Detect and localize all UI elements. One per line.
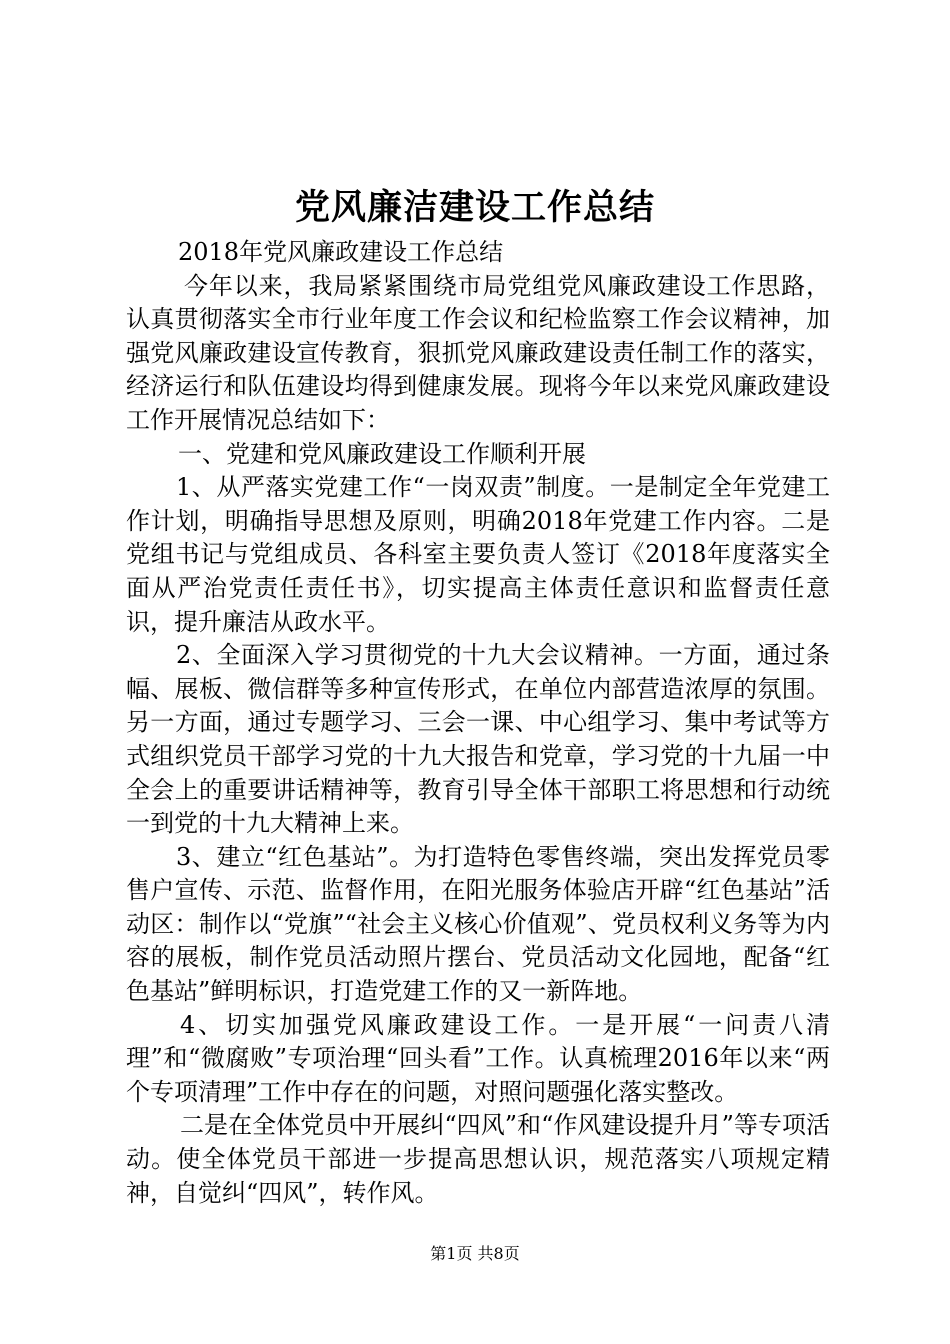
intro-paragraph: 今年以来，我局紧紧围绕市局党组党风廉政建设工作思路，认真贯彻落实全市行业年度工作会议和纪检监察工作会议精神，加强党风廉政建设宣传教育，狠抓党风廉政建设责任制工作的落实，经济运行和队伍建设均得到健康发展。现将今年以来党风廉政建设工作开展情况总结如下： [126,271,830,434]
item-paragraph-1: 1、从严落实党建工作“一岗双责”制度。一是制定全年党建工作计划，明确指导思想及原则，明确2018年党建工作内容。二是党组书记与党组成员、各科室主要负责人签订《2018年度落实全面从严治党责任责任书》，切实提高主体责任意识和监督责任意识，提升廉洁从政水平。 [126,473,830,636]
section-heading: 一、党建和党风廉政建设工作顺利开展 [178,439,586,468]
document-title: 党风廉洁建设工作总结 [294,187,655,228]
page-footer: 第1页 共8页 [430,1244,520,1263]
document-body [126,236,830,1210]
subtitle-paragraph: 2018年党风廉政建设工作总结 [178,238,504,266]
item-paragraph-5: 二是在全体党员中开展纠“四风”和“作风建设提升月”等专项活动。使全体党员干部进一步提高思想认识，规范落实八项规定精神，自觉纠“四风”，转作风。 [126,1111,830,1207]
item-paragraph-4: 4、切实加强党风廉政建设工作。一是开展“一问责八清理”和“微腐败”专项治理“回头看”工作。认真梳理2016年以来“两个专项清理”工作中存在的问题，对照问题强化落实整改。 [126,1010,830,1106]
item-paragraph-3: 3、建立“红色基站”。为打造特色零售终端，突出发挥党员零售户宣传、示范、监督作用，在阳光服务体验店开辟“红色基站”活动区：制作以“党旗”“社会主义核心价值观”、党员权利义务等为内容的展板，制作党员活动照片摆台、党员活动文化园地，配备“红色基站”鲜明标识，打造党建工作的又一新阵地。 [126,842,830,1006]
item-paragraph-2: 2、全面深入学习贯彻党的十九大会议精神。一方面，通过条幅、展板、微信群等多种宣传形式，在单位内部营造浓厚的氛围。另一方面，通过专题学习、三会一课、中心组学习、集中考试等方式组织党员干部学习党的十九大报告和党章，学习党的十九届一中全会上的重要讲话精神等，教育引导全体干部职工将思想和行动统一到党的十九大精神上来。 [126,641,830,838]
